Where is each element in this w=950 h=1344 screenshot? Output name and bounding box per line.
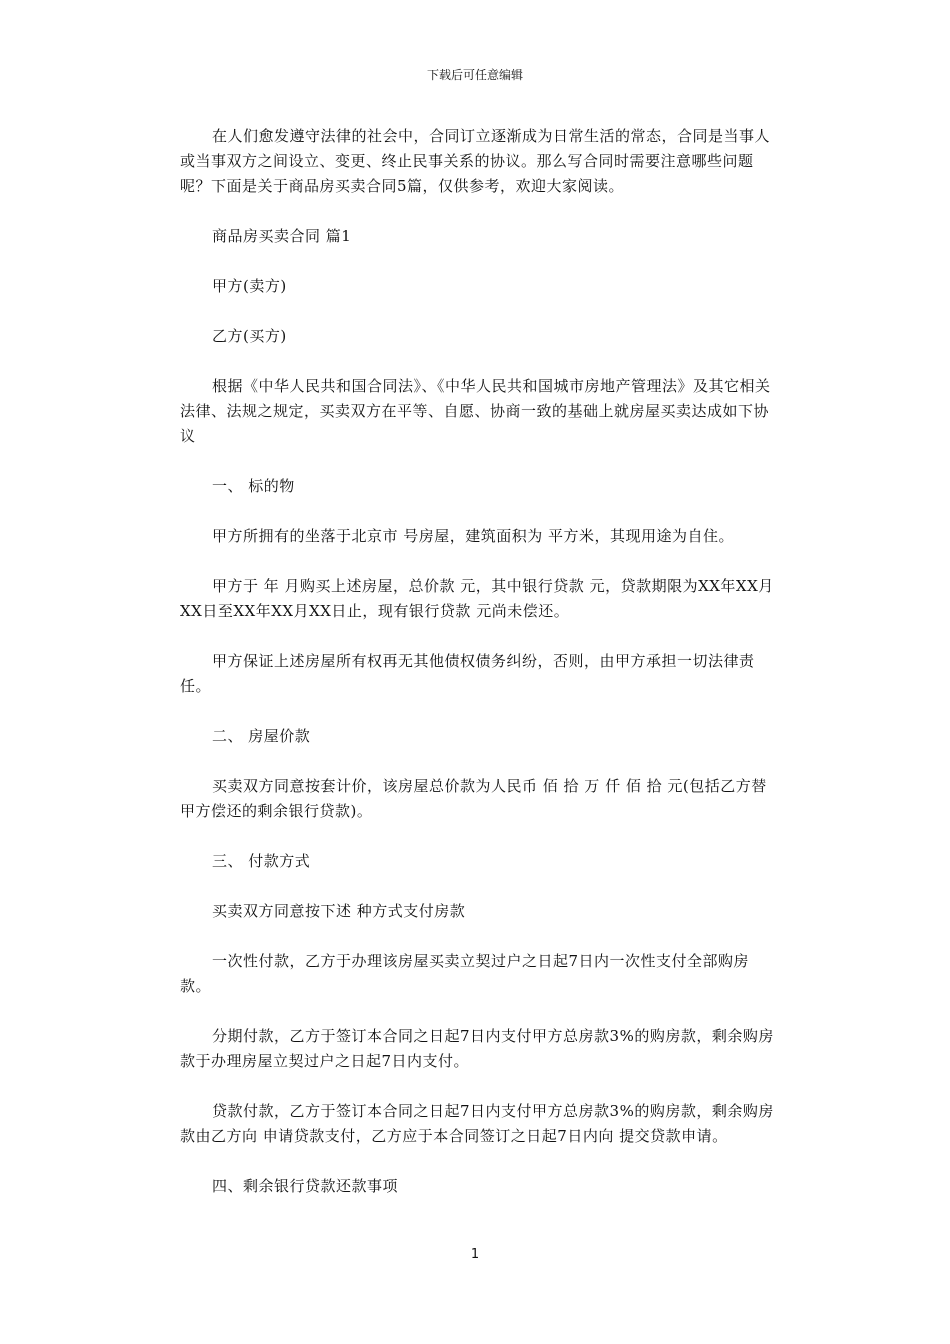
section-heading-price: 二、 房屋价款	[212, 727, 311, 745]
purchase-history-paragraph: 甲方于 年 月购买上述房屋，总价款 元，其中银行贷款 元，贷款期限为XX年XX月XX日至XX年XX月XX日止，现有银行贷款 元尚未偿还。	[180, 577, 774, 620]
loan-payment-paragraph: 贷款付款，乙方于签订本合同之日起7日内支付甲方总房款3%的购房款，剩余购房款由乙方向 申请贷款支付，乙方应于本合同签订之日起7日内向 提交贷款申请。	[180, 1102, 774, 1145]
lump-sum-payment-paragraph: 一次性付款，乙方于办理该房屋买卖立契过户之日起7日内一次性支付全部购房款。	[180, 952, 750, 995]
payment-method-intro: 买卖双方同意按下述 种方式支付房款	[212, 902, 466, 920]
document-body	[180, 124, 776, 1224]
section-heading-loan-repayment: 四、剩余银行贷款还款事项	[212, 1177, 399, 1195]
price-paragraph: 买卖双方同意按套计价，该房屋总价款为人民币 佰 拾 万 仟 佰 拾 元(包括乙方替甲方偿还的剩余银行贷款)。	[180, 777, 767, 820]
ownership-guarantee-paragraph: 甲方保证上述房屋所有权再无其他债权债务纠纷，否则，由甲方承担一切法律责任。	[180, 652, 755, 695]
section-heading-payment: 三、 付款方式	[212, 852, 311, 870]
party-a: 甲方(卖方)	[212, 277, 287, 295]
contract-title: 商品房买卖合同 篇1	[212, 227, 352, 245]
party-b: 乙方(买方)	[212, 327, 287, 345]
property-location-paragraph: 甲方所拥有的坐落于北京市 号房屋，建筑面积为 平方米，其现用途为自住。	[212, 527, 735, 545]
page-header: 下载后可任意编辑	[426, 68, 523, 82]
intro-paragraph: 在人们愈发遵守法律的社会中，合同订立逐渐成为日常生活的常态，合同是当事人或当事双方之间设立、变更、终止民事关系的协议。那么写合同时需要注意哪些问题呢？下面是关于商品房买卖合同5篇，仅供参考，欢迎大家阅读。	[180, 127, 771, 195]
page-number: 1	[470, 1247, 480, 1262]
legal-basis-paragraph: 根据《中华人民共和国合同法》、《中华人民共和国城市房地产管理法》及其它相关法律、法规之规定，买卖双方在平等、自愿、协商一致的基础上就房屋买卖达成如下协议	[180, 377, 771, 445]
installment-payment-paragraph: 分期付款，乙方于签订本合同之日起7日内支付甲方总房款3%的购房款，剩余购房款于办理房屋立契过户之日起7日内支付。	[180, 1027, 774, 1070]
section-heading-subject: 一、 标的物	[212, 477, 295, 495]
